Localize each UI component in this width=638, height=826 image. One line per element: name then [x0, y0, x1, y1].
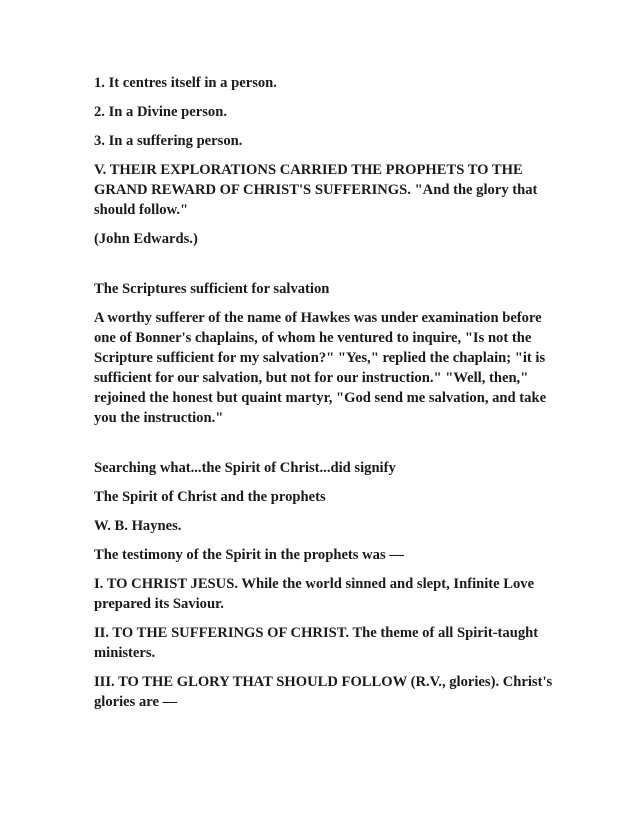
section-v-paragraph: V. THEIR EXPLORATIONS CARRIED THE PROPHETS TO THE GRAND REWARD OF CHRIST'S SUFFERINGS. "And the glory that should follow."	[94, 162, 538, 218]
intro-paragraph: The testimony of the Spirit in the prophets was —	[94, 547, 404, 563]
spacer	[94, 437, 554, 458]
point-ii-paragraph: II. TO THE SUFFERINGS OF CHRIST. The theme of all Spirit-taught ministers.	[94, 625, 539, 661]
list-item-3: 3. In a suffering person.	[94, 133, 243, 149]
sermon-title: The Spirit of Christ and the prophets	[94, 489, 326, 505]
list-item-1: 1. It centres itself in a person.	[94, 75, 277, 91]
author-attribution: (John Edwards.)	[94, 231, 198, 247]
verse-heading: Searching what...the Spirit of Christ...did signify	[94, 460, 396, 476]
list-item-2: 2. In a Divine person.	[94, 104, 227, 120]
document-page	[94, 73, 554, 721]
section-heading: The Scriptures sufficient for salvation	[94, 281, 330, 297]
sermon-author: W. B. Haynes.	[94, 518, 182, 534]
point-i-paragraph: I. TO CHRIST JESUS. While the world sinned and slept, Infinite Love prepared its Saviour.	[94, 576, 535, 612]
anecdote-paragraph: A worthy sufferer of the name of Hawkes was under examination before one of Bonner's chaplains, of whom he ventured to inquire, "Is not the Scripture sufficient for my salvation?" "Yes," replied the chaplain; "it is sufficient for our salvation, but not for our instruction." "Well, then," rejoined the honest but quaint martyr, "God send me salvation, and take you the instruction."	[94, 310, 547, 426]
spacer	[94, 258, 554, 279]
point-iii-paragraph: III. TO THE GLORY THAT SHOULD FOLLOW (R.V., glories). Christ's glories are —	[94, 674, 553, 710]
